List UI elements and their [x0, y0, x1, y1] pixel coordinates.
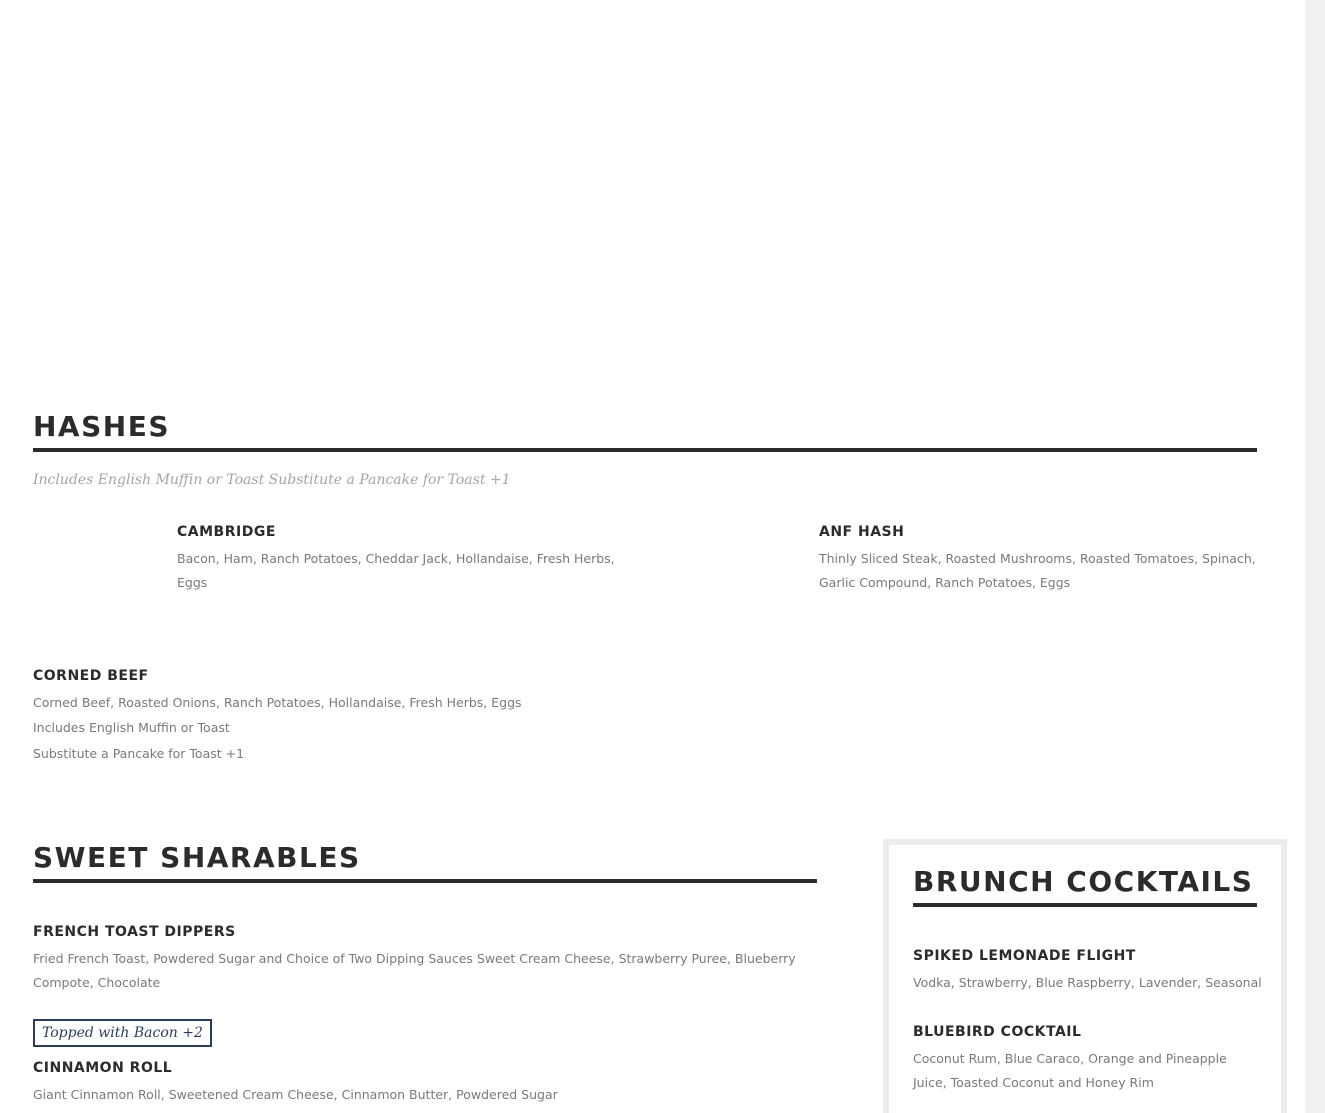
- hashes-note: Includes English Muffin or Toast Substitute a Pancake for Toast +1: [33, 472, 511, 488]
- item-note: Substitute a Pancake for Toast +1: [33, 746, 245, 761]
- item-description: Corned Beef, Roasted Onions, Ranch Potatoes, Hollandaise, Fresh Herbs, Eggs: [33, 695, 522, 710]
- item-name: SPIKED LEMONADE FLIGHT: [913, 948, 1136, 964]
- item-description: Fried French Toast, Powdered Sugar and Choice of Two Dipping Sauces Sweet Cream Cheese, Strawberry Puree, Blueberry Compote, Chocolate: [33, 951, 796, 990]
- section-title-brunch-cocktails: BRUNCH COCKTAILS: [913, 865, 1254, 898]
- section-title-hashes: HASHES: [33, 410, 170, 443]
- item-name: CINNAMON ROLL: [33, 1060, 173, 1076]
- item-description: Bacon, Ham, Ranch Potatoes, Cheddar Jack, Hollandaise, Fresh Herbs, Eggs: [177, 551, 615, 590]
- section-title-sweet-sharables: SWEET SHARABLES: [33, 841, 361, 874]
- item-name: CAMBRIDGE: [177, 524, 276, 540]
- item-name: ANF HASH: [819, 524, 905, 540]
- addon-badge: Topped with Bacon +2: [33, 1019, 212, 1047]
- item-description: Coconut Rum, Blue Caraco, Orange and Pineapple Juice, Toasted Coconut and Honey Rim: [913, 1051, 1227, 1090]
- item-description: Thinly Sliced Steak, Roasted Mushrooms, Roasted Tomatoes, Spinach, Garlic Compound, Ranch Potatoes, Eggs: [819, 551, 1256, 590]
- section-divider: [913, 903, 1257, 907]
- item-description: Giant Cinnamon Roll, Sweetened Cream Cheese, Cinnamon Butter, Powdered Sugar: [33, 1087, 558, 1102]
- item-note: Includes English Muffin or Toast: [33, 720, 230, 735]
- item-name: FRENCH TOAST DIPPERS: [33, 924, 236, 940]
- item-description: Vodka, Strawberry, Blue Raspberry, Lavender, Seasonal: [913, 975, 1262, 990]
- section-divider: [33, 448, 1257, 452]
- item-name: BLUEBIRD COCKTAIL: [913, 1024, 1082, 1040]
- section-divider: [33, 879, 817, 883]
- item-name: CORNED BEEF: [33, 668, 149, 684]
- scrollbar[interactable]: [1305, 0, 1325, 1113]
